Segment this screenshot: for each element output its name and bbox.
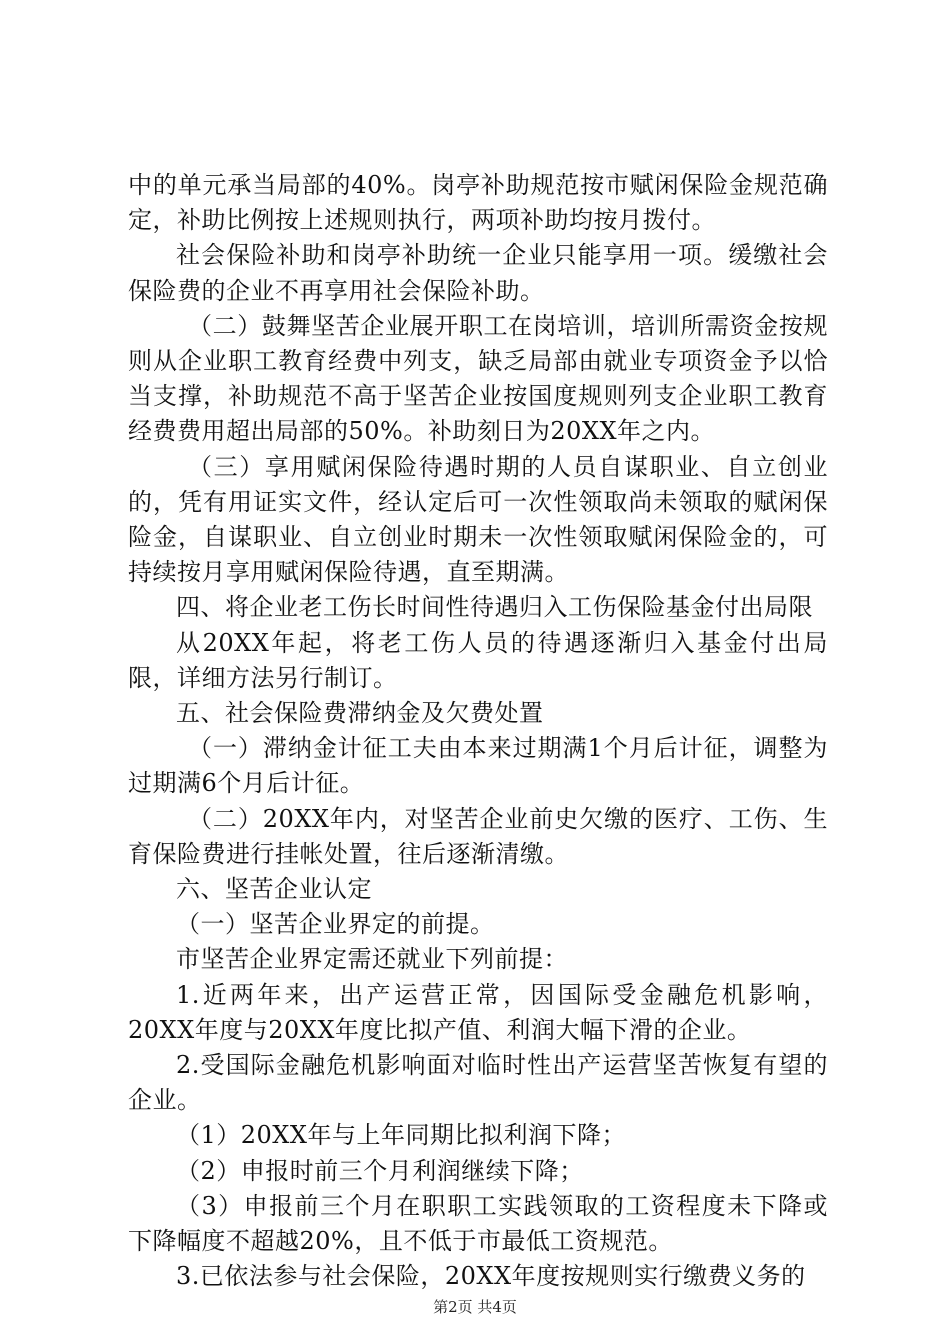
- paragraph-condition-1: 1.近两年来，出产运营正常，因国际受金融危机影响，20XX年度与20XX年度比拟产值、利润大幅下滑的企业。: [128, 980, 828, 1044]
- document-body: [128, 168, 828, 1295]
- paragraph-condition-3: 3.已依法参与社会保险，20XX年度按规则实行缴费义务的: [176, 1262, 806, 1291]
- heading-section-6: 六、坚苦企业认定: [176, 875, 372, 904]
- paragraph-subcondition-1: （1）20XX年与上年同期比拟利润下降；: [176, 1121, 626, 1150]
- heading-section-4: 四、将企业老工伤长时间性待遇归入工伤保险基金付出局限: [176, 593, 813, 622]
- paragraph-subcondition-3: （3）申报前三个月在职职工实践领取的工资程度未下降或下降幅度不超越20%，且不低于市最低工资规范。: [128, 1191, 828, 1256]
- paragraph-condition-2: 2.受国际金融危机影响面对临时性出产运营坚苦恢复有望的企业。: [128, 1051, 828, 1115]
- paragraph-definition-heading: （一）坚苦企业界定的前提。: [176, 910, 495, 939]
- heading-section-5: 五、社会保险费滞纳金及欠费处置: [176, 699, 544, 728]
- page-footer: [0, 1297, 950, 1317]
- paragraph-conditions-intro: 市坚苦企业界定需还就业下列前提：: [176, 945, 568, 974]
- paragraph-section-4-body: 从20XX年起，将老工伤人员的待遇逐渐归入基金付出局限，详细方法另行制订。: [128, 628, 828, 692]
- paragraph-item-2-training: （二）鼓舞坚苦企业展开职工在岗培训，培训所需资金按规则从企业职工教育经费中列支，缺乏局部由就业专项资金予以恰当支撑，补助规范不高于坚苦企业按国度规则列支企业职工教育经费费用超出局部的50%。补助刻日为20XX年之内。: [128, 311, 828, 446]
- paragraph-insurance-subsidy: 社会保险补助和岗亭补助统一企业只能享用一项。缓缴社会保险费的企业不再享用社会保险补助。: [128, 241, 828, 305]
- paragraph-subcondition-2: （2）申报时前三个月利润继续下降；: [176, 1156, 584, 1185]
- page-number: 第2页 共4页: [433, 1298, 517, 1316]
- paragraph-item-3-unemployment: （三）享用赋闲保险待遇时期的人员自谋职业、自立创业的，凭有用证实文件，经认定后可一次性领取尚未领取的赋闲保险金，自谋职业、自立创业时期未一次性领取赋闲保险金的，可持续按月享用赋闲保险待遇，直至期满。: [128, 452, 828, 587]
- paragraph-late-fee: （一）滞纳金计征工夫由本来过期满1个月后计征，调整为过期满6个月后计征。: [128, 734, 828, 798]
- paragraph-continuation: 中的单元承当局部的40%。岗亭补助规范按市赋闲保险金规范确定，补助比例按上述规则执行，两项补助均按月拨付。: [128, 171, 828, 235]
- paragraph-arrears: （二）20XX年内，对坚苦企业前史欠缴的医疗、工伤、生育保险费进行挂帐处置，往后逐渐清缴。: [128, 804, 828, 868]
